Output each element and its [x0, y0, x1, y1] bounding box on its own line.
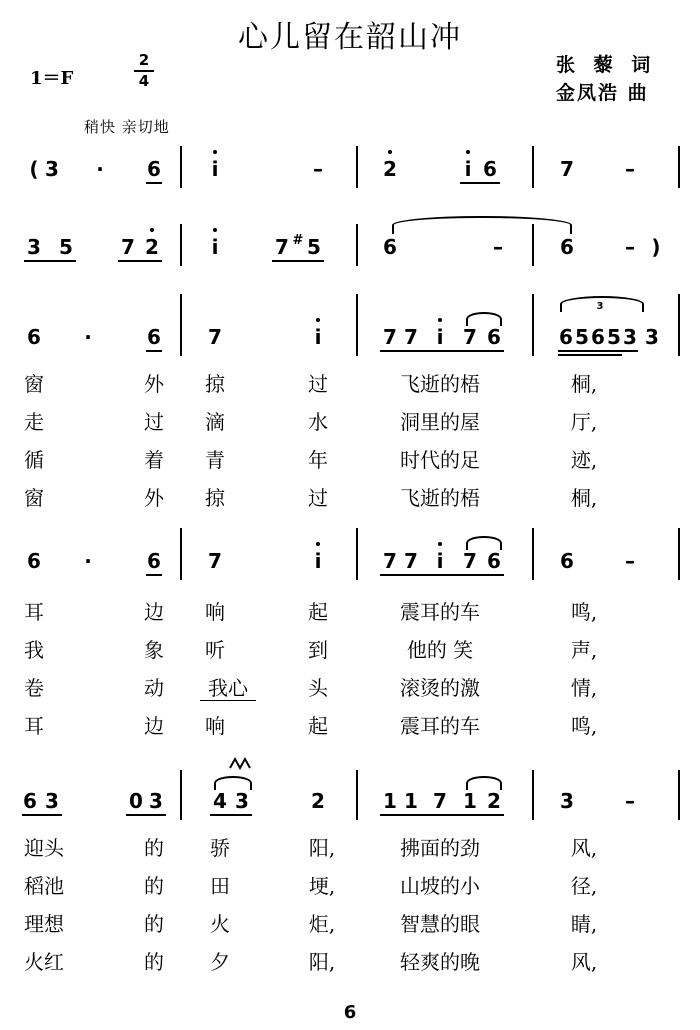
underline [22, 814, 62, 816]
note: 2 [311, 789, 325, 813]
lyric-word: 的 [144, 912, 164, 936]
note: 2 [145, 235, 159, 259]
time-signature [134, 52, 154, 90]
note: 7 [383, 325, 397, 349]
barline [180, 528, 182, 580]
lyric-word: 边 [144, 600, 164, 624]
note: 7 [208, 549, 222, 573]
note: 3 [645, 325, 659, 349]
underline [210, 814, 252, 816]
note: 6 [591, 325, 605, 349]
lyric-word: 轻爽的晚 [400, 950, 480, 974]
lyric-word: 阳, [308, 836, 336, 860]
lyric-word: 迹, [570, 448, 598, 472]
underline [146, 350, 162, 352]
lyric-word: 智慧的眼 [400, 912, 480, 936]
barline [180, 294, 182, 356]
note: 7 [560, 157, 574, 181]
note: 7 [121, 235, 135, 259]
barline [356, 528, 358, 580]
lyric-word: 鸣, [570, 600, 598, 624]
octave-dot [316, 318, 320, 322]
note: 6 [147, 157, 161, 181]
slur-arc [466, 312, 502, 326]
lyric-word: 桐, [570, 486, 598, 510]
note: – [625, 235, 635, 259]
lyric-word: 过 [308, 372, 328, 396]
lyric-word: 骄 [210, 836, 230, 860]
triplet-mark: 3 [596, 301, 604, 312]
underline [272, 260, 324, 262]
lyric-word: 震耳的车 [400, 600, 480, 624]
lyric-word: 稻池 [24, 874, 64, 898]
note: · [96, 157, 104, 181]
key-signature: 1＝F [30, 68, 74, 89]
note: 6 [23, 789, 37, 813]
barline [532, 146, 534, 188]
note: i [211, 157, 219, 181]
lyric-word: 过 [308, 486, 328, 510]
lyric-word: 震耳的车 [400, 714, 480, 738]
barline [678, 146, 680, 188]
note: 6 [560, 235, 574, 259]
note: 6 [487, 549, 501, 573]
note: 0 [129, 789, 143, 813]
note: 3 [27, 235, 41, 259]
note: 6 [383, 235, 397, 259]
underline [146, 574, 162, 576]
note: 6 [483, 157, 497, 181]
barline [678, 770, 680, 820]
lyric-word: 循 [24, 448, 44, 472]
octave-dot [316, 542, 320, 546]
lyric-word: 过 [144, 410, 164, 434]
lyric-word: 我 [24, 638, 44, 662]
note: ( [29, 157, 39, 181]
lyric-word: 炬, [308, 912, 336, 936]
note: 7 [463, 325, 477, 349]
octave-dot [150, 228, 154, 232]
lyric-word: 走 [24, 410, 44, 434]
note: 3 [45, 157, 59, 181]
lyric-word: 火 [210, 912, 230, 936]
lyric-word: 滚烫的激 [400, 676, 480, 700]
lyric-word: 夕 [210, 950, 230, 974]
lyric-word: 拂面的劲 [400, 836, 480, 860]
time-denominator: 4 [138, 72, 150, 90]
note: – [625, 789, 635, 813]
lyric-word: 径, [570, 874, 598, 898]
note: 4 [213, 789, 227, 813]
note: 5 [307, 235, 321, 259]
lyric-word: 风, [570, 950, 598, 974]
underline [118, 260, 162, 262]
note: 3 [623, 325, 637, 349]
lyric-word: 窗 [24, 372, 44, 396]
barline [532, 770, 534, 820]
lyric-word: 外 [144, 486, 164, 510]
lyric-word: 听 [205, 638, 225, 662]
underline [200, 700, 256, 701]
slur-arc [466, 536, 502, 550]
underline [380, 814, 504, 816]
note: 3 [235, 789, 249, 813]
note: – [493, 235, 503, 259]
lyric-word: 迎头 [24, 836, 64, 860]
lyric-word: 桐, [570, 372, 598, 396]
lyric-word: 青 [205, 448, 225, 472]
lyric-word: 动 [144, 676, 164, 700]
lyric-word: 滴 [205, 410, 225, 434]
lyric-word: 耳 [24, 600, 44, 624]
note: 6 [560, 549, 574, 573]
barline [356, 146, 358, 188]
underline [460, 182, 500, 184]
note: – [313, 157, 323, 181]
lyric-word: 我心 [208, 676, 248, 700]
lyric-word: 他的 笑 [406, 638, 474, 662]
note: 7 [463, 549, 477, 573]
note: i [464, 157, 472, 181]
octave-dot [388, 150, 392, 154]
lyric-word: 厅, [570, 410, 598, 434]
lyric-word: 的 [144, 836, 164, 860]
note: 6 [27, 549, 41, 573]
note: – [625, 549, 635, 573]
underline [146, 182, 162, 184]
note: 1 [383, 789, 397, 813]
lyric-word: 窗 [24, 486, 44, 510]
underline [558, 354, 622, 356]
lyric-word: 头 [308, 676, 328, 700]
note: 6 [147, 549, 161, 573]
note: 5 [607, 325, 621, 349]
tempo-marking: 稍快 亲切地 [84, 118, 170, 136]
lyric-word: 埂, [308, 874, 336, 898]
note: 6 [147, 325, 161, 349]
lyric-word: 到 [308, 638, 328, 662]
barline [532, 224, 534, 266]
barline [180, 146, 182, 188]
note: 3 [149, 789, 163, 813]
note: i [211, 235, 219, 259]
underline [126, 814, 166, 816]
lyric-word: 着 [144, 448, 164, 472]
note: 1 [463, 789, 477, 813]
note: 7 [275, 235, 289, 259]
song-title: 心儿留在韶山冲 [238, 20, 462, 55]
tie-arc [392, 216, 572, 234]
note: 2 [487, 789, 501, 813]
lyric-word: 边 [144, 714, 164, 738]
barline [532, 528, 534, 580]
note: 6 [27, 325, 41, 349]
note: 7 [404, 549, 418, 573]
lyric-word: 声, [570, 638, 598, 662]
lyric-word: 风, [570, 836, 598, 860]
barline [678, 294, 680, 356]
slur-arc [466, 776, 502, 790]
note: · [84, 325, 92, 349]
note: i [314, 549, 322, 573]
lyric-word: 飞逝的梧 [400, 486, 480, 510]
paren: ) [651, 235, 661, 259]
lyric-word: 起 [308, 714, 328, 738]
octave-dot [213, 150, 217, 154]
note: 1 [404, 789, 418, 813]
note: 7 [383, 549, 397, 573]
slur-arc [560, 296, 644, 312]
mordent-icon [228, 756, 254, 770]
composer-credit: 金凤浩 曲 [556, 82, 649, 104]
lyric-word: 响 [205, 600, 225, 624]
lyric-word: 外 [144, 372, 164, 396]
underline [380, 574, 504, 576]
time-numerator: 2 [138, 51, 150, 69]
lyric-word: 飞逝的梧 [400, 372, 480, 396]
barline [356, 224, 358, 266]
lyric-word: 耳 [24, 714, 44, 738]
octave-dot [466, 150, 470, 154]
note: 3 [560, 789, 574, 813]
lyric-word: 火红 [24, 950, 64, 974]
lyric-word: 睛, [570, 912, 598, 936]
underline [558, 350, 638, 352]
lyric-word: 象 [144, 638, 164, 662]
lyric-word: 年 [308, 448, 328, 472]
barline [532, 294, 534, 356]
note: 7 [208, 325, 222, 349]
sharp-sign: # [292, 233, 304, 248]
note: 2 [383, 157, 397, 181]
note: i [436, 325, 444, 349]
note: · [84, 549, 92, 573]
barline [180, 224, 182, 266]
lyric-word: 起 [308, 600, 328, 624]
lyricist-credit: 张 藜 词 [556, 54, 657, 76]
lyric-word: 阳, [308, 950, 336, 974]
lyric-word: 响 [205, 714, 225, 738]
note: – [625, 157, 635, 181]
octave-dot [438, 542, 442, 546]
lyric-word: 掠 [205, 372, 225, 396]
note: 5 [575, 325, 589, 349]
underline [24, 260, 76, 262]
slur-arc [214, 776, 252, 790]
lyric-word: 田 [210, 874, 230, 898]
barline [356, 294, 358, 356]
lyric-word: 时代的足 [400, 448, 480, 472]
lyric-word: 的 [144, 950, 164, 974]
note: 3 [45, 789, 59, 813]
lyric-word: 卷 [24, 676, 44, 700]
note: 6 [487, 325, 501, 349]
barline [678, 528, 680, 580]
note: i [436, 549, 444, 573]
note: 7 [404, 325, 418, 349]
octave-dot [438, 318, 442, 322]
lyric-word: 掠 [205, 486, 225, 510]
lyric-word: 情, [570, 676, 598, 700]
barline [356, 770, 358, 820]
barline [180, 770, 182, 820]
note: i [314, 325, 322, 349]
note: 7 [433, 789, 447, 813]
octave-dot [213, 228, 217, 232]
lyric-word: 理想 [24, 912, 64, 936]
lyric-word: 鸣, [570, 714, 598, 738]
page-number: 6 [343, 1002, 357, 1023]
note: 6 [559, 325, 573, 349]
lyric-word: 的 [144, 874, 164, 898]
note: 5 [59, 235, 73, 259]
underline [380, 350, 504, 352]
lyric-word: 水 [308, 410, 328, 434]
lyric-word: 山坡的小 [400, 874, 480, 898]
lyric-word: 洞里的屋 [400, 410, 480, 434]
